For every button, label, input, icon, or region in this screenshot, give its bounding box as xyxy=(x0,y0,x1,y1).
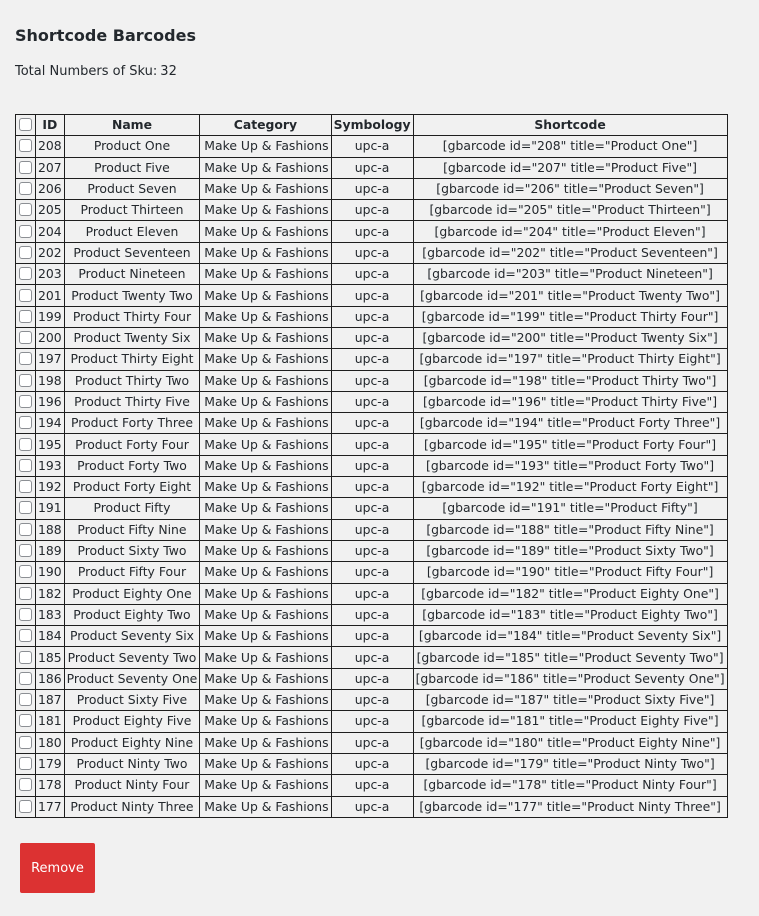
cell-shortcode: [gbarcode id="201" title="Product Twenty Two"] xyxy=(413,285,727,306)
cell-symbology: upc-a xyxy=(331,711,413,732)
cell-name: Product Ninty Four xyxy=(64,775,200,796)
row-check-cell xyxy=(16,562,36,583)
row-checkbox[interactable] xyxy=(19,800,32,813)
row-checkbox[interactable] xyxy=(19,246,32,259)
cell-category: Make Up & Fashions xyxy=(200,647,331,668)
table-row xyxy=(16,498,728,519)
row-check-cell xyxy=(16,200,36,221)
cell-shortcode: [gbarcode id="198" title="Product Thirty Two"] xyxy=(413,370,727,391)
cell-symbology: upc-a xyxy=(331,562,413,583)
remove-button[interactable]: Remove xyxy=(20,843,95,893)
row-checkbox[interactable] xyxy=(19,438,32,451)
cell-name: Product Thirty Four xyxy=(64,306,200,327)
table-row xyxy=(16,434,728,455)
cell-id: 181 xyxy=(36,711,65,732)
cell-name: Product Eighty Two xyxy=(64,604,200,625)
cell-symbology: upc-a xyxy=(331,391,413,412)
row-check-cell xyxy=(16,477,36,498)
cell-category: Make Up & Fashions xyxy=(200,221,331,242)
cell-category: Make Up & Fashions xyxy=(200,242,331,263)
cell-name: Product Fifty xyxy=(64,498,200,519)
header-symbology: Symbology xyxy=(331,115,413,136)
cell-shortcode: [gbarcode id="182" title="Product Eighty One"] xyxy=(413,583,727,604)
cell-category: Make Up & Fashions xyxy=(200,413,331,434)
cell-symbology: upc-a xyxy=(331,242,413,263)
row-checkbox[interactable] xyxy=(19,416,32,429)
row-check-cell xyxy=(16,753,36,774)
cell-shortcode: [gbarcode id="205" title="Product Thirteen"] xyxy=(413,200,727,221)
row-checkbox[interactable] xyxy=(19,587,32,600)
table-row xyxy=(16,264,728,285)
table-row xyxy=(16,306,728,327)
row-checkbox[interactable] xyxy=(19,501,32,514)
cell-id: 182 xyxy=(36,583,65,604)
cell-category: Make Up & Fashions xyxy=(200,604,331,625)
table-row xyxy=(16,690,728,711)
table-row xyxy=(16,796,728,817)
cell-shortcode: [gbarcode id="191" title="Product Fifty"] xyxy=(413,498,727,519)
cell-name: Product Twenty Six xyxy=(64,327,200,348)
cell-symbology: upc-a xyxy=(331,200,413,221)
row-checkbox[interactable] xyxy=(19,693,32,706)
cell-shortcode: [gbarcode id="204" title="Product Eleven"] xyxy=(413,221,727,242)
cell-symbology: upc-a xyxy=(331,434,413,455)
row-checkbox[interactable] xyxy=(19,565,32,578)
select-all-checkbox[interactable] xyxy=(19,118,32,131)
cell-id: 192 xyxy=(36,477,65,498)
cell-name: Product Five xyxy=(64,157,200,178)
row-checkbox[interactable] xyxy=(19,161,32,174)
cell-shortcode: [gbarcode id="179" title="Product Ninty Two"] xyxy=(413,753,727,774)
cell-symbology: upc-a xyxy=(331,604,413,625)
cell-symbology: upc-a xyxy=(331,306,413,327)
cell-symbology: upc-a xyxy=(331,626,413,647)
table-row xyxy=(16,647,728,668)
cell-shortcode: [gbarcode id="186" title="Product Seventy One"] xyxy=(413,668,727,689)
cell-category: Make Up & Fashions xyxy=(200,540,331,561)
cell-symbology: upc-a xyxy=(331,583,413,604)
cell-shortcode: [gbarcode id="199" title="Product Thirty Four"] xyxy=(413,306,727,327)
cell-shortcode: [gbarcode id="193" title="Product Forty Two"] xyxy=(413,455,727,476)
barcodes-table xyxy=(15,114,728,818)
table-row xyxy=(16,477,728,498)
cell-shortcode: [gbarcode id="177" title="Product Ninty Three"] xyxy=(413,796,727,817)
cell-symbology: upc-a xyxy=(331,753,413,774)
table-row xyxy=(16,775,728,796)
cell-id: 191 xyxy=(36,498,65,519)
row-checkbox[interactable] xyxy=(19,459,32,472)
cell-symbology: upc-a xyxy=(331,349,413,370)
cell-symbology: upc-a xyxy=(331,477,413,498)
cell-shortcode: [gbarcode id="185" title="Product Seventy Two"] xyxy=(413,647,727,668)
cell-category: Make Up & Fashions xyxy=(200,327,331,348)
cell-name: Product Sixty Five xyxy=(64,690,200,711)
cell-shortcode: [gbarcode id="180" title="Product Eighty Nine"] xyxy=(413,732,727,753)
row-check-cell xyxy=(16,498,36,519)
cell-name: Product Nineteen xyxy=(64,264,200,285)
cell-category: Make Up & Fashions xyxy=(200,136,331,157)
row-check-cell xyxy=(16,306,36,327)
table-row xyxy=(16,413,728,434)
cell-category: Make Up & Fashions xyxy=(200,753,331,774)
cell-name: Product Eighty Nine xyxy=(64,732,200,753)
row-checkbox[interactable] xyxy=(19,757,32,770)
cell-symbology: upc-a xyxy=(331,455,413,476)
cell-symbology: upc-a xyxy=(331,498,413,519)
table-body xyxy=(16,136,728,818)
cell-id: 208 xyxy=(36,136,65,157)
row-checkbox[interactable] xyxy=(19,736,32,749)
cell-name: Product Seventy Two xyxy=(64,647,200,668)
table-row xyxy=(16,540,728,561)
cell-name: Product Eighty Five xyxy=(64,711,200,732)
cell-symbology: upc-a xyxy=(331,540,413,561)
row-check-cell xyxy=(16,775,36,796)
cell-name: Product Seven xyxy=(64,178,200,199)
cell-category: Make Up & Fashions xyxy=(200,711,331,732)
cell-category: Make Up & Fashions xyxy=(200,391,331,412)
cell-name: Product Eleven xyxy=(64,221,200,242)
row-check-cell xyxy=(16,455,36,476)
cell-name: Product Fifty Four xyxy=(64,562,200,583)
cell-symbology: upc-a xyxy=(331,221,413,242)
row-check-cell xyxy=(16,391,36,412)
cell-category: Make Up & Fashions xyxy=(200,775,331,796)
table-row xyxy=(16,200,728,221)
header-category: Category xyxy=(200,115,331,136)
cell-symbology: upc-a xyxy=(331,264,413,285)
cell-category: Make Up & Fashions xyxy=(200,200,331,221)
cell-name: Product Seventy Six xyxy=(64,626,200,647)
cell-id: 188 xyxy=(36,519,65,540)
row-check-cell xyxy=(16,264,36,285)
row-check-cell xyxy=(16,327,36,348)
row-check-cell xyxy=(16,690,36,711)
cell-category: Make Up & Fashions xyxy=(200,157,331,178)
row-check-cell xyxy=(16,370,36,391)
cell-category: Make Up & Fashions xyxy=(200,370,331,391)
row-checkbox[interactable] xyxy=(19,310,32,323)
sku-total-count: 32 xyxy=(160,64,177,79)
cell-name: Product Forty Two xyxy=(64,455,200,476)
cell-id: 204 xyxy=(36,221,65,242)
cell-symbology: upc-a xyxy=(331,178,413,199)
cell-symbology: upc-a xyxy=(331,775,413,796)
cell-name: Product Seventy One xyxy=(64,668,200,689)
row-check-cell xyxy=(16,540,36,561)
row-checkbox[interactable] xyxy=(19,331,32,344)
page-title: Shortcode Barcodes xyxy=(15,26,196,45)
row-checkbox[interactable] xyxy=(19,544,32,557)
row-check-cell xyxy=(16,604,36,625)
cell-name: Product Seventeen xyxy=(64,242,200,263)
cell-shortcode: [gbarcode id="188" title="Product Fifty Nine"] xyxy=(413,519,727,540)
row-checkbox[interactable] xyxy=(19,225,32,238)
cell-symbology: upc-a xyxy=(331,136,413,157)
table-row xyxy=(16,753,728,774)
table-row xyxy=(16,732,728,753)
cell-name: Product Ninty Three xyxy=(64,796,200,817)
cell-name: Product Forty Eight xyxy=(64,477,200,498)
table-row xyxy=(16,562,728,583)
cell-symbology: upc-a xyxy=(331,690,413,711)
row-checkbox[interactable] xyxy=(19,352,32,365)
cell-symbology: upc-a xyxy=(331,157,413,178)
cell-shortcode: [gbarcode id="190" title="Product Fifty Four"] xyxy=(413,562,727,583)
cell-id: 186 xyxy=(36,668,65,689)
cell-name: Product Forty Three xyxy=(64,413,200,434)
cell-category: Make Up & Fashions xyxy=(200,519,331,540)
row-checkbox[interactable] xyxy=(19,374,32,387)
row-checkbox[interactable] xyxy=(19,289,32,302)
row-check-cell xyxy=(16,732,36,753)
cell-name: Product Thirteen xyxy=(64,200,200,221)
cell-category: Make Up & Fashions xyxy=(200,349,331,370)
cell-id: 200 xyxy=(36,327,65,348)
cell-shortcode: [gbarcode id="183" title="Product Eighty Two"] xyxy=(413,604,727,625)
cell-id: 207 xyxy=(36,157,65,178)
table-row xyxy=(16,668,728,689)
cell-name: Product Twenty Two xyxy=(64,285,200,306)
cell-shortcode: [gbarcode id="200" title="Product Twenty Six"] xyxy=(413,327,727,348)
cell-category: Make Up & Fashions xyxy=(200,732,331,753)
row-check-cell xyxy=(16,796,36,817)
cell-id: 179 xyxy=(36,753,65,774)
cell-id: 205 xyxy=(36,200,65,221)
cell-id: 197 xyxy=(36,349,65,370)
table-row xyxy=(16,178,728,199)
cell-category: Make Up & Fashions xyxy=(200,562,331,583)
cell-name: Product One xyxy=(64,136,200,157)
table-row xyxy=(16,242,728,263)
cell-category: Make Up & Fashions xyxy=(200,796,331,817)
row-check-cell xyxy=(16,413,36,434)
row-check-cell xyxy=(16,157,36,178)
cell-category: Make Up & Fashions xyxy=(200,455,331,476)
cell-category: Make Up & Fashions xyxy=(200,690,331,711)
header-shortcode: Shortcode xyxy=(413,115,727,136)
cell-category: Make Up & Fashions xyxy=(200,583,331,604)
cell-id: 195 xyxy=(36,434,65,455)
cell-id: 201 xyxy=(36,285,65,306)
cell-symbology: upc-a xyxy=(331,413,413,434)
cell-id: 198 xyxy=(36,370,65,391)
cell-name: Product Ninty Two xyxy=(64,753,200,774)
cell-id: 180 xyxy=(36,732,65,753)
row-checkbox[interactable] xyxy=(19,714,32,727)
row-checkbox[interactable] xyxy=(19,778,32,791)
table-row xyxy=(16,455,728,476)
table-header-row xyxy=(16,115,728,136)
row-check-cell xyxy=(16,647,36,668)
cell-id: 193 xyxy=(36,455,65,476)
cell-symbology: upc-a xyxy=(331,732,413,753)
cell-shortcode: [gbarcode id="178" title="Product Ninty Four"] xyxy=(413,775,727,796)
cell-id: 194 xyxy=(36,413,65,434)
row-check-cell xyxy=(16,221,36,242)
table-row xyxy=(16,157,728,178)
cell-category: Make Up & Fashions xyxy=(200,434,331,455)
table-row xyxy=(16,519,728,540)
table-row xyxy=(16,626,728,647)
cell-id: 206 xyxy=(36,178,65,199)
row-checkbox[interactable] xyxy=(19,480,32,493)
cell-id: 203 xyxy=(36,264,65,285)
cell-id: 190 xyxy=(36,562,65,583)
row-checkbox[interactable] xyxy=(19,395,32,408)
table-row xyxy=(16,221,728,242)
cell-category: Make Up & Fashions xyxy=(200,477,331,498)
row-check-cell xyxy=(16,668,36,689)
cell-id: 202 xyxy=(36,242,65,263)
table-row xyxy=(16,349,728,370)
sku-total xyxy=(15,63,177,81)
select-all-cell xyxy=(16,115,36,136)
cell-shortcode: [gbarcode id="196" title="Product Thirty Five"] xyxy=(413,391,727,412)
cell-shortcode: [gbarcode id="187" title="Product Sixty Five"] xyxy=(413,690,727,711)
row-checkbox[interactable] xyxy=(19,651,32,664)
row-checkbox[interactable] xyxy=(19,139,32,152)
cell-shortcode: [gbarcode id="181" title="Product Eighty Five"] xyxy=(413,711,727,732)
cell-shortcode: [gbarcode id="203" title="Product Nineteen"] xyxy=(413,264,727,285)
cell-name: Product Thirty Eight xyxy=(64,349,200,370)
row-checkbox[interactable] xyxy=(19,182,32,195)
cell-name: Product Sixty Two xyxy=(64,540,200,561)
cell-id: 185 xyxy=(36,647,65,668)
cell-symbology: upc-a xyxy=(331,370,413,391)
cell-shortcode: [gbarcode id="206" title="Product Seven"] xyxy=(413,178,727,199)
table-row xyxy=(16,370,728,391)
cell-shortcode: [gbarcode id="194" title="Product Forty Three"] xyxy=(413,413,727,434)
table-row xyxy=(16,285,728,306)
cell-symbology: upc-a xyxy=(331,285,413,306)
row-check-cell xyxy=(16,349,36,370)
cell-name: Product Forty Four xyxy=(64,434,200,455)
cell-category: Make Up & Fashions xyxy=(200,264,331,285)
row-check-cell xyxy=(16,711,36,732)
row-checkbox[interactable] xyxy=(19,608,32,621)
cell-id: 189 xyxy=(36,540,65,561)
cell-id: 196 xyxy=(36,391,65,412)
cell-symbology: upc-a xyxy=(331,327,413,348)
cell-category: Make Up & Fashions xyxy=(200,285,331,306)
cell-symbology: upc-a xyxy=(331,519,413,540)
row-checkbox[interactable] xyxy=(19,267,32,280)
cell-category: Make Up & Fashions xyxy=(200,498,331,519)
cell-shortcode: [gbarcode id="192" title="Product Forty Eight"] xyxy=(413,477,727,498)
header-name: Name xyxy=(64,115,200,136)
cell-symbology: upc-a xyxy=(331,796,413,817)
row-check-cell xyxy=(16,178,36,199)
cell-category: Make Up & Fashions xyxy=(200,668,331,689)
row-check-cell xyxy=(16,434,36,455)
cell-shortcode: [gbarcode id="207" title="Product Five"] xyxy=(413,157,727,178)
cell-id: 187 xyxy=(36,690,65,711)
row-checkbox[interactable] xyxy=(19,672,32,685)
cell-id: 199 xyxy=(36,306,65,327)
cell-shortcode: [gbarcode id="208" title="Product One"] xyxy=(413,136,727,157)
cell-name: Product Fifty Nine xyxy=(64,519,200,540)
table-row xyxy=(16,604,728,625)
cell-category: Make Up & Fashions xyxy=(200,306,331,327)
cell-shortcode: [gbarcode id="184" title="Product Seventy Six"] xyxy=(413,626,727,647)
header-id: ID xyxy=(36,115,65,136)
row-checkbox[interactable] xyxy=(19,523,32,536)
row-check-cell xyxy=(16,583,36,604)
table-row xyxy=(16,711,728,732)
row-checkbox[interactable] xyxy=(19,629,32,642)
cell-symbology: upc-a xyxy=(331,668,413,689)
cell-shortcode: [gbarcode id="197" title="Product Thirty Eight"] xyxy=(413,349,727,370)
cell-name: Product Thirty Two xyxy=(64,370,200,391)
row-checkbox[interactable] xyxy=(19,203,32,216)
cell-category: Make Up & Fashions xyxy=(200,178,331,199)
cell-category: Make Up & Fashions xyxy=(200,626,331,647)
cell-shortcode: [gbarcode id="189" title="Product Sixty Two"] xyxy=(413,540,727,561)
row-check-cell xyxy=(16,519,36,540)
table-row xyxy=(16,136,728,157)
row-check-cell xyxy=(16,242,36,263)
cell-id: 178 xyxy=(36,775,65,796)
row-check-cell xyxy=(16,285,36,306)
cell-name: Product Thirty Five xyxy=(64,391,200,412)
cell-symbology: upc-a xyxy=(331,647,413,668)
table-row xyxy=(16,391,728,412)
row-check-cell xyxy=(16,626,36,647)
cell-id: 184 xyxy=(36,626,65,647)
cell-id: 177 xyxy=(36,796,65,817)
table-row xyxy=(16,583,728,604)
cell-shortcode: [gbarcode id="195" title="Product Forty Four"] xyxy=(413,434,727,455)
table-row xyxy=(16,327,728,348)
sku-total-label: Total Numbers of Sku: xyxy=(15,64,158,79)
cell-name: Product Eighty One xyxy=(64,583,200,604)
cell-id: 183 xyxy=(36,604,65,625)
row-check-cell xyxy=(16,136,36,157)
cell-shortcode: [gbarcode id="202" title="Product Seventeen"] xyxy=(413,242,727,263)
